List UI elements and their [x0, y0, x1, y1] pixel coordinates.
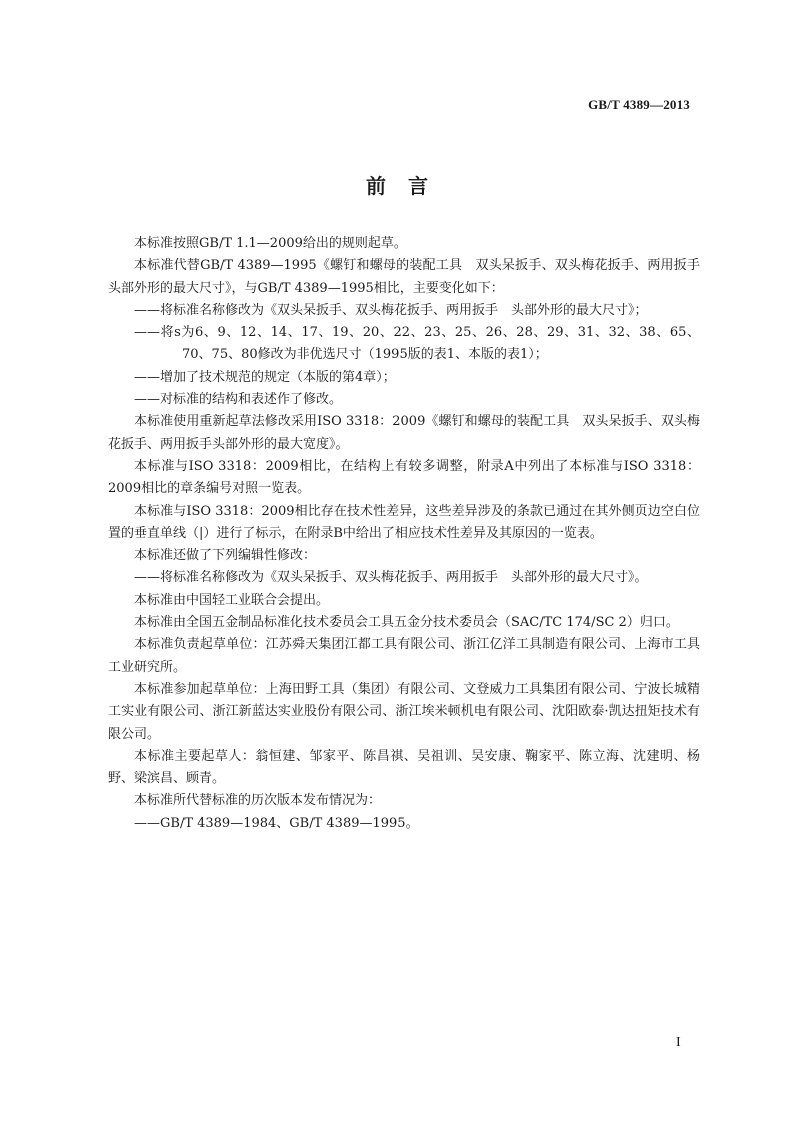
paragraph: 本标准由中国轻工业联合会提出。 [134, 592, 330, 608]
list-item: ——将标准名称修改为《双头呆扳手、双头梅花扳手、两用扳手 头部外形的最大尺寸》； [134, 302, 648, 318]
standard-code: GB/T 4389—2013 [588, 97, 690, 112]
page-title: 前言 [366, 174, 450, 198]
page-number: I [676, 1035, 681, 1050]
paragraph: 本标准所代替标准的历次版本发布情况为： [134, 793, 382, 809]
paragraph: 本标准负责起草单位：江苏舜天集团江都工具有限公司、浙江亿洋工具制造有限公司、上海市工具工业研究所。 [108, 637, 700, 675]
paragraph: 本标准代替GB/T 4389—1995《螺钉和螺母的装配工具 双头呆扳手、双头梅花扳手、两用扳手头部外形的最大尺寸》，与GB/T 4389—1995相比，主要变化如下： [108, 258, 700, 296]
list-item: ——将s为6、9、12、14、17、19、20、22、23、25、26、28、29、31、32、38、65、70、75、80修改为非优选尺寸（1995版的表1、本版的表1）； [134, 325, 700, 363]
paragraph: 本标准还做了下列编辑性修改： [134, 548, 317, 564]
preface-body [108, 233, 700, 835]
list-item: ——增加了技术规范的规定（本版的第4章）； [134, 369, 396, 385]
list-item: ——将标准名称修改为《双头呆扳手、双头梅花扳手、两用扳手 头部外形的最大尺寸》。 [134, 570, 648, 586]
list-item: ——GB/T 4389—1984、GB/T 4389—1995。 [134, 815, 419, 831]
paragraph: 本标准主要起草人：翁恒建、邹家平、陈昌祺、吴祖训、吴安康、鞠家平、陈立海、沈建明、杨野、梁滨昌、顾青。 [108, 748, 700, 787]
list-item: ——对标准的结构和表述作了修改。 [134, 392, 343, 408]
paragraph: 本标准与ISO 3318：2009相比，在结构上有较多调整，附录A中列出了本标准与ISO 3318：2009相比的章条编号对照一览表。 [108, 458, 700, 497]
paragraph: 本标准使用重新起草法修改采用ISO 3318：2009《螺钉和螺母的装配工具 双头呆扳手、双头梅花扳手、两用扳手头部外形的最大宽度》。 [108, 414, 700, 452]
paragraph: 本标准与ISO 3318：2009相比存在技术性差异，这些差异涉及的条款已通过在其外侧页边空白位置的垂直单线（|）进行了标示，在附录B中给出了相应技术性差异及其原因的一览表。 [108, 503, 700, 541]
paragraph: 本标准由全国五金制品标准化技术委员会工具五金分技术委员会（SAC/TC 174/SC 2）归口。 [134, 615, 679, 631]
paragraph: 本标准参加起草单位：上海田野工具（集团）有限公司、文登威力工具集团有限公司、宁波长城精工实业有限公司、浙江新蓝达实业股份有限公司、浙江埃米顿机电有限公司、沈阳欧泰·凯达扭矩技术有限公司。 [108, 681, 700, 742]
paragraph: 本标准按照GB/T 1.1—2009给出的规则起草。 [134, 236, 407, 251]
